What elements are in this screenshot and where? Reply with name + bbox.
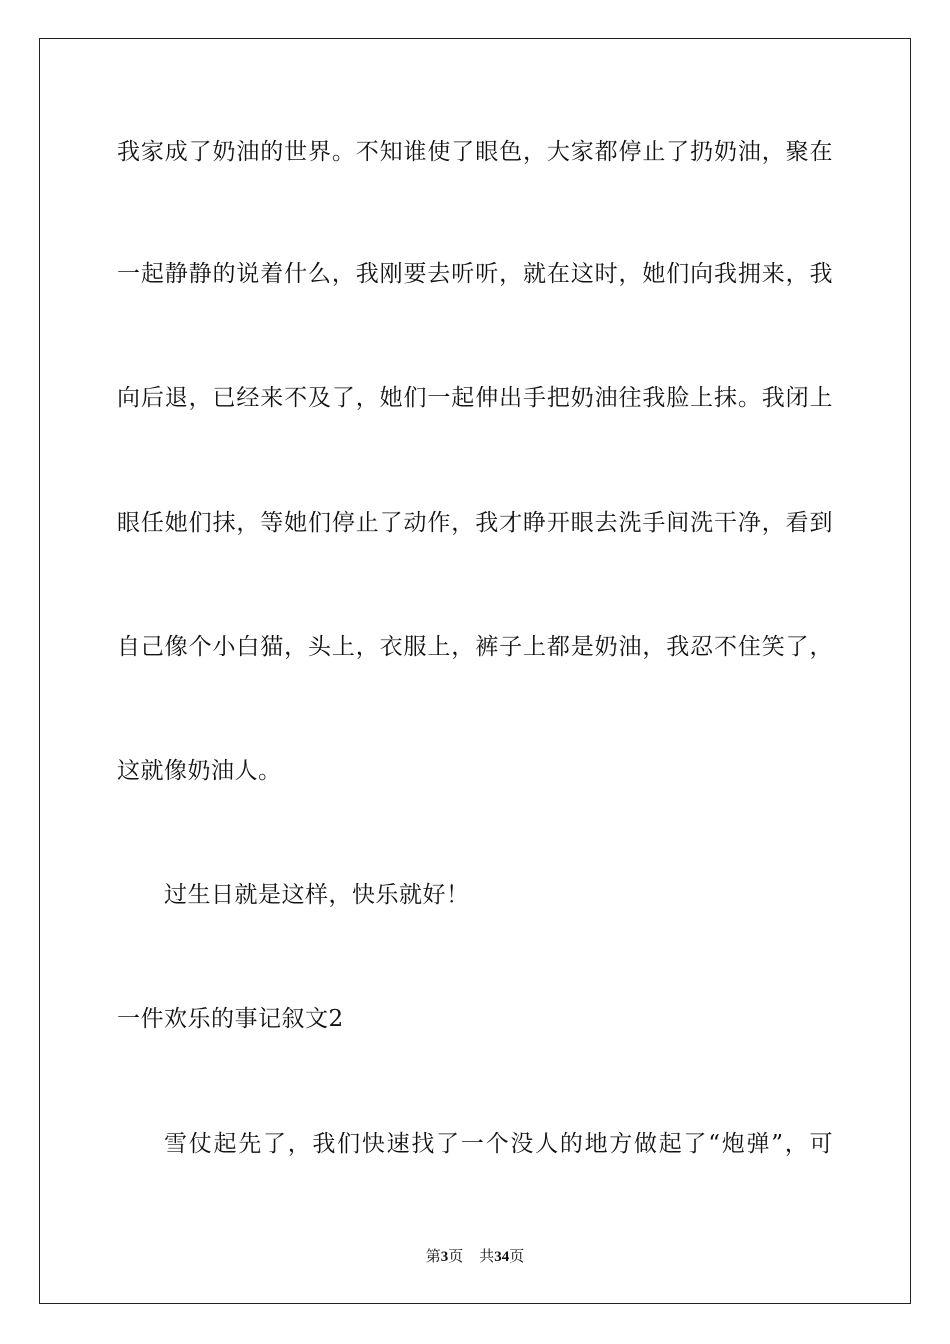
footer-page-number: 3 bbox=[440, 1249, 449, 1265]
footer-page-suffix: 页 bbox=[448, 1249, 464, 1265]
body-text-line: 我家成了奶油的世界。不知谁使了眼色，大家都停止了扔奶油，聚在 bbox=[117, 139, 833, 165]
paragraph-line: 雪仗起先了，我们快速找了一个没人的地方做起了“炮弹”，可 bbox=[164, 1131, 833, 1157]
body-text-line: 一起静静的说着什么，我刚要去听听，就在这时，她们向我拥来，我 bbox=[117, 261, 833, 287]
body-text-line: 眼任她们抹，等她们停止了动作，我才睁开眼去洗手间洗干净，看到 bbox=[117, 510, 833, 536]
body-text-line: 自己像个小白猫，头上，衣服上，裤子上都是奶油，我忍不住笑了， bbox=[117, 634, 833, 660]
page-footer bbox=[0, 1247, 950, 1267]
footer-total-prefix: 共 bbox=[479, 1249, 495, 1265]
body-text-line: 这就像奶油人。 bbox=[117, 758, 282, 784]
footer-total-suffix: 页 bbox=[509, 1249, 525, 1265]
paragraph-line: 过生日就是这样，快乐就好！ bbox=[164, 882, 470, 908]
page-frame bbox=[39, 38, 911, 1304]
section-heading: 一件欢乐的事记叙文2 bbox=[117, 1006, 344, 1032]
footer-page-prefix: 第 bbox=[425, 1249, 441, 1265]
footer-total-pages: 34 bbox=[494, 1249, 510, 1265]
body-text-line: 向后退，已经来不及了，她们一起伸出手把奶油往我脸上抹。我闭上 bbox=[117, 385, 833, 411]
